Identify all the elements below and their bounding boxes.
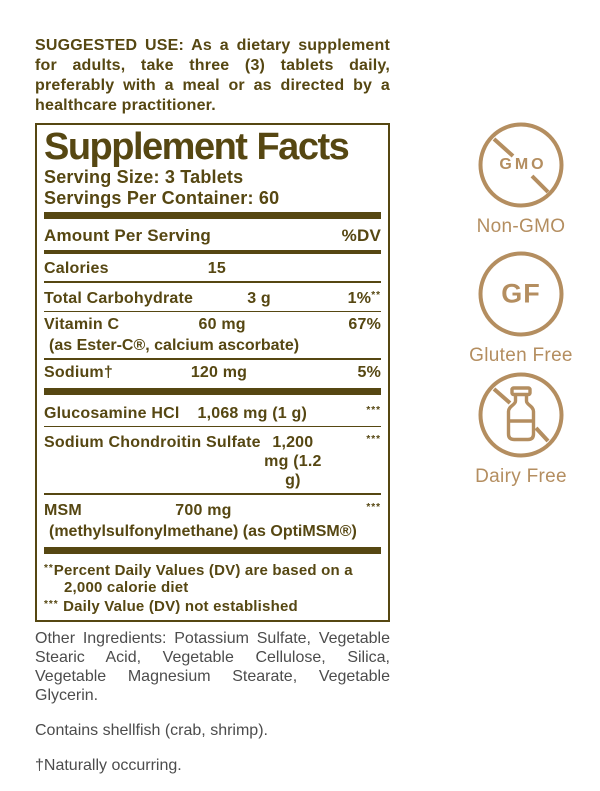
- gmo-label: GMO: [499, 156, 547, 173]
- nutrient-amount: 1,200 mg (1.2 g): [264, 434, 322, 489]
- badge-non-gmo: [452, 121, 590, 238]
- dv-value: 1%: [347, 289, 372, 307]
- nutrient-dv: 5%: [357, 363, 381, 381]
- supplement-facts-panel: [35, 123, 390, 622]
- nutrient-amount: 15: [207, 260, 226, 277]
- nutrient-row-carbohydrate: [44, 283, 381, 311]
- nutrient-name: Total Carbohydrate: [44, 289, 194, 307]
- dv-header: %DV: [341, 226, 381, 245]
- nutrient-amount: 1,068 mg (1 g): [197, 404, 307, 422]
- badge-gluten-free: [452, 250, 590, 367]
- dv-note: **: [371, 289, 381, 301]
- badge-dairy-free: [452, 371, 590, 488]
- nutrient-amount: 60 mg: [198, 316, 246, 333]
- nutrient-name: Glucosamine HCl: [44, 404, 180, 422]
- nutrient-row-msm: [44, 495, 381, 523]
- footnote-text: Daily Value (DV) not established: [63, 597, 298, 615]
- gf-label: GF: [501, 278, 541, 309]
- suggested-use-text: SUGGESTED USE: As a dietary supplement for adults, take three (3) tablets daily, preferably with a meal or as directed by a healthcare practitioner.: [35, 37, 390, 114]
- footnote-dv-not-established: [44, 596, 381, 615]
- allergen-statement: Contains shellfish (crab, shrimp).: [35, 721, 268, 739]
- dairy-free-caption: Dairy Free: [475, 466, 567, 487]
- facts-header-row: [44, 222, 381, 248]
- dairy-free-crossed-milk-bottle-icon: [477, 371, 565, 459]
- footnote-symbol: ***: [44, 598, 59, 610]
- divider-medium-bar: [44, 250, 381, 254]
- other-ingredients-text: Other Ingredients: Potassium Sulfate, Vegetable Stearic Acid, Vegetable Cellulose, Silica, Vegetable Magnesium Stearate, Vegetable Glycerin.: [35, 629, 390, 704]
- footnote-percent-dv: [44, 560, 381, 596]
- nutrient-amount: 700 mg: [175, 501, 232, 519]
- nutrient-subtext: (as Ester-C®, calcium ascorbate): [49, 337, 300, 354]
- nutrient-name: Sodium†: [44, 363, 113, 381]
- non-gmo-crossed-circle-icon: [477, 121, 565, 209]
- divider-thick-bar: [44, 212, 381, 219]
- divider-thick-bar: [44, 547, 381, 554]
- facts-footnotes: [44, 557, 381, 616]
- supplement-facts-title: [44, 127, 381, 167]
- naturally-occurring-note: †Naturally occurring.: [35, 756, 182, 774]
- nutrient-name: Calories: [44, 260, 109, 277]
- nutrient-dv: [325, 498, 381, 520]
- nutrient-dv: 67%: [348, 316, 381, 333]
- nutrient-block-vitamin-c: [44, 312, 381, 358]
- nutrient-name: MSM: [44, 501, 82, 519]
- dv-note: ***: [366, 434, 381, 445]
- nutrient-name: Vitamin C: [44, 316, 120, 333]
- nutrient-subtext: (methylsulfonylmethane) (as OptiMSM®): [49, 522, 357, 540]
- dv-note: ***: [366, 501, 381, 513]
- nutrient-dv: [325, 286, 381, 308]
- nutrient-block-msm: [44, 495, 381, 544]
- servings-per-container: Servings Per Container: 60: [44, 188, 280, 208]
- non-gmo-caption: Non-GMO: [476, 216, 566, 237]
- footnote-symbol: **: [44, 562, 54, 574]
- gluten-free-caption: Gluten Free: [469, 345, 573, 366]
- nutrient-amount: 120 mg: [190, 363, 248, 381]
- nutrient-row-chondroitin: [44, 427, 381, 493]
- nutrient-dv: [325, 430, 381, 452]
- nutrient-row-vitamin-c: [44, 312, 381, 337]
- amount-per-serving-header: Amount Per Serving: [44, 226, 212, 245]
- serving-size: Serving Size: 3 Tablets: [44, 167, 244, 187]
- title-word-facts: Facts: [256, 126, 349, 168]
- nutrient-row-glucosamine: [44, 398, 381, 426]
- label-left-column: [35, 20, 390, 791]
- nutrient-row-calories: [44, 256, 381, 281]
- nutrient-name: Sodium Chondroitin Sulfate: [44, 434, 261, 451]
- divider-thick-bar: [44, 388, 381, 395]
- nutrient-amount: 3 g: [247, 289, 271, 307]
- nutrient-dv: [325, 401, 381, 423]
- title-word-supplement: Supplement: [44, 126, 247, 168]
- dv-note: ***: [366, 404, 381, 416]
- milk-bottle-graphic: [477, 371, 565, 459]
- footnote-text: Percent Daily Values (DV) are based on a 2,000 calorie diet: [53, 561, 353, 596]
- nutrient-row-sodium: [44, 360, 381, 385]
- gluten-free-circle-icon: [477, 250, 565, 338]
